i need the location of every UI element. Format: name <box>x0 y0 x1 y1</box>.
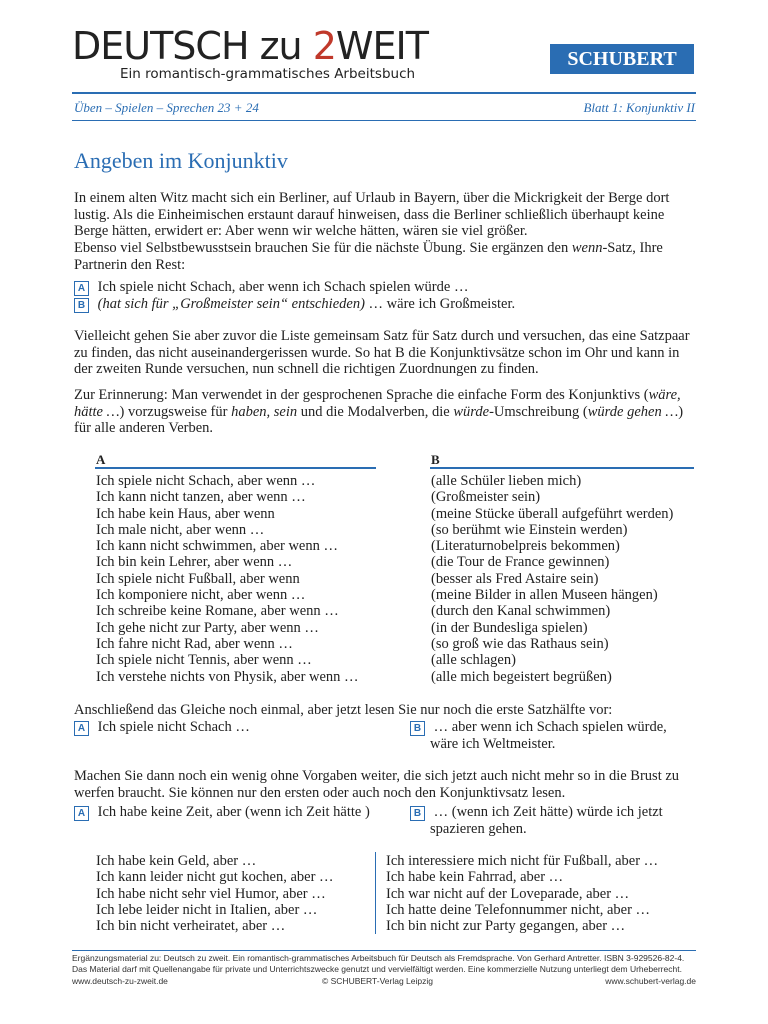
part3-a-text: Ich habe keine Zeit, aber (wenn ich Zeit hätte ) <box>97 804 370 820</box>
logo-subtitle: Ein romantisch-grammatisches Arbeitsbuch <box>120 66 416 82</box>
task-text: -Satz, Ihre Partnerin den Rest: <box>74 240 663 273</box>
task-paragraph <box>74 240 700 273</box>
column-a-item: Ich fahre nicht Rad, aber wenn … <box>96 635 293 652</box>
part3-intro: Machen Sie dann noch ein wenig ohne Vorgaben weiter, die sich jetzt auch nicht mehr so in die Brust zu werfen braucht. Sie können nur den ersten oder auch noch den Konjunktivsatz lesen. <box>74 768 680 801</box>
reminder-italic: wäre, hätte … <box>74 387 681 420</box>
column-b-header: B <box>431 452 440 467</box>
column-a-item: Ich male nicht, aber wenn … <box>96 521 265 538</box>
page-title: Angeben im Konjunktiv <box>74 148 288 173</box>
part2-b-line1: … aber wenn ich Schach spielen würde, <box>433 719 667 735</box>
column-b-list <box>431 473 673 685</box>
logo-title <box>72 26 428 66</box>
reminder-paragraph <box>74 387 700 437</box>
reminder-text: Zur Erinnerung: Man verwendet in der gesprochenen Sprache die einfache Form des Konjunktivs ( <box>74 387 649 403</box>
label-b-badge: B <box>410 721 425 736</box>
label-b-badge: B <box>410 806 425 821</box>
column-a-item: Ich spiele nicht Tennis, aber wenn … <box>96 652 312 669</box>
reminder-italic: würde <box>453 403 490 420</box>
example1-b-paren: (hat sich für „Großmeister sein“ entschieden) <box>97 296 365 312</box>
column-b-item: (so groß wie das Rathaus sein) <box>431 635 609 652</box>
label-a-badge: A <box>74 281 89 296</box>
column-a-item: Ich kann nicht tanzen, aber wenn … <box>96 489 306 506</box>
paragraph-3: Vielleicht gehen Sie aber zuvor die Liste gemeinsam Satz für Satz durch und versuchen, das eine Satzpaar zu finden, das nicht auseinandergerissen wurde. So hat B die Konjunktivsätze schon im Ohr und kann in der zweiten Runde versuchen, nun schnell die richtigen Zuordnungen zu finden. <box>74 328 690 378</box>
footer-line2: Das Material darf mit Quellenangabe für private und Unterrichtszwecke genutzt und vervielfältigt werden. Eine kommerzielle Nutzung unterliegt dem Urheberrecht. <box>72 964 682 974</box>
footer-website-left[interactable]: www.deutsch-zu-zweit.de <box>72 976 168 986</box>
part3-b-line2: spazieren gehen. <box>430 821 527 837</box>
column-a-item: Ich habe kein Haus, aber wenn <box>96 505 275 522</box>
column-b-item: (alle mich begeistert begrüßen) <box>431 668 612 685</box>
logo-title-two: 2 <box>312 24 336 68</box>
part2-a-text: Ich spiele nicht Schach … <box>97 719 250 735</box>
column-a-item: Ich bin kein Lehrer, aber wenn … <box>96 554 293 571</box>
example1-a <box>74 279 468 296</box>
final-left-item: Ich habe kein Geld, aber … <box>96 853 257 869</box>
final-left-item: Ich habe nicht sehr viel Humor, aber … <box>96 885 326 902</box>
part2-b <box>410 719 667 753</box>
publisher-logo: SCHUBERT <box>550 44 694 74</box>
column-a-rule <box>95 467 376 469</box>
final-right-item: Ich hatte deine Telefonnummer nicht, aber … <box>386 901 651 918</box>
column-a-list <box>96 473 359 685</box>
part3-b <box>410 804 663 838</box>
header-rule-bottom <box>72 120 696 121</box>
column-a-header: A <box>96 452 106 467</box>
part2-b-line2: wäre ich Weltmeister. <box>430 736 556 752</box>
reminder-text: -Umschreibung ( <box>489 403 588 420</box>
column-a-item: Ich spiele nicht Schach, aber wenn … <box>96 473 316 489</box>
column-b-item: (die Tour de France gewinnen) <box>431 554 610 571</box>
reminder-italic: würde gehen … <box>587 403 679 420</box>
intro-paragraph: In einem alten Witz macht sich ein Berliner, auf Urlaub in Bayern, über die Mickrigkeit der Berge dort lustig. Als die Einheimischen erstaunt darauf hinweisen, dass die Berliner schließlich überhaupt keine Berge hätten, erwidert er: Aber wenn wir welche hätten, wären sie viel größer. <box>74 190 670 240</box>
column-b-item: (meine Bilder in allen Museen hängen) <box>431 587 658 604</box>
column-b-item: (in der Bundesliga spielen) <box>431 619 588 636</box>
header-left: Üben – Spielen – Sprechen 23 + 24 <box>74 100 259 115</box>
final-divider <box>375 852 376 934</box>
column-a-item: Ich schreibe keine Romane, aber wenn … <box>96 603 339 620</box>
final-right-list <box>386 853 658 934</box>
footer-line1: Ergänzungsmaterial zu: Deutsch zu zweit. Ein romantisch-grammatisches Arbeitsbuch für Deutsch als Fremdsprache. Von Gerhard Antretter. ISBN 3-929526-82-4. <box>72 953 685 963</box>
header-right: Blatt 1: Konjunktiv II <box>583 100 695 115</box>
task-text: Ebenso viel Selbstbewusstsein brauchen Sie für die nächste Übung. Sie ergänzen den <box>74 240 572 256</box>
column-b-rule <box>430 467 694 469</box>
label-a-badge: A <box>74 721 89 736</box>
final-right-item: Ich bin nicht zur Party gegangen, aber … <box>386 918 626 935</box>
reminder-text: und die Modalverben, die <box>297 403 454 420</box>
example1-b-text: … wäre ich Großmeister. <box>364 296 516 312</box>
column-b-item: (alle schlagen) <box>431 652 516 669</box>
final-left-item: Ich lebe leider nicht in Italien, aber … <box>96 901 318 918</box>
footer-website-right[interactable]: www.schubert-verlag.de <box>605 976 696 986</box>
reminder-text: ) für alle anderen Verben. <box>74 403 684 437</box>
final-left-item: Ich bin nicht verheiratet, aber … <box>96 918 286 935</box>
footer-links <box>72 976 696 987</box>
label-b-badge: B <box>74 298 89 313</box>
column-a-item: Ich gehe nicht zur Party, aber wenn … <box>96 619 319 636</box>
column-b-item: (Großmeister sein) <box>431 489 541 506</box>
part3-b-line1: … (wenn ich Zeit hätte) würde ich jetzt <box>433 804 663 820</box>
column-b-item: (durch den Kanal schwimmen) <box>431 603 611 620</box>
part2-a <box>74 719 250 736</box>
reminder-italic: haben, sein <box>231 403 298 420</box>
column-b-item: (so berühmt wie Einstein werden) <box>431 521 628 538</box>
header-rule <box>72 92 696 94</box>
final-right-item: Ich habe kein Fahrrad, aber … <box>386 869 564 886</box>
column-a-item: Ich verstehe nichts von Physik, aber wenn … <box>96 668 359 685</box>
footer-copyright: © SCHUBERT-Verlag Leipzig <box>322 976 433 986</box>
column-a-item: Ich kann nicht schwimmen, aber wenn … <box>96 538 338 555</box>
reminder-text: ) vorzugsweise für <box>119 403 232 420</box>
final-right-item: Ich war nicht auf der Loveparade, aber … <box>386 885 630 902</box>
final-left-list <box>96 853 334 934</box>
column-b-item: (Literaturnobelpreis bekommen) <box>431 538 620 555</box>
final-right-item: Ich interessiere mich nicht für Fußball, aber … <box>386 853 659 869</box>
footer-rule <box>72 950 696 951</box>
final-left-item: Ich kann leider nicht gut kochen, aber … <box>96 869 334 886</box>
logo-title-part: WEIT <box>335 24 428 68</box>
column-a-item: Ich spiele nicht Fußball, aber wenn <box>96 570 300 587</box>
example1-a-text: Ich spiele nicht Schach, aber wenn ich Schach spielen würde … <box>97 279 469 295</box>
column-b-item: (besser als Fred Astaire sein) <box>431 570 599 587</box>
part3-a <box>74 804 370 821</box>
task-wenn: wenn <box>571 240 603 256</box>
column-b-item: (alle Schüler lieben mich) <box>431 473 582 489</box>
column-b-item: (meine Stücke überall aufgeführt werden) <box>431 505 674 522</box>
example1-b <box>74 296 515 313</box>
part2-intro: Anschließend das Gleiche noch einmal, aber jetzt lesen Sie nur noch die erste Satzhälfte vor: <box>74 702 613 718</box>
logo-title-part: DEUTSCH zu <box>72 24 313 68</box>
label-a-badge: A <box>74 806 89 821</box>
column-a-item: Ich komponiere nicht, aber wenn … <box>96 587 306 604</box>
